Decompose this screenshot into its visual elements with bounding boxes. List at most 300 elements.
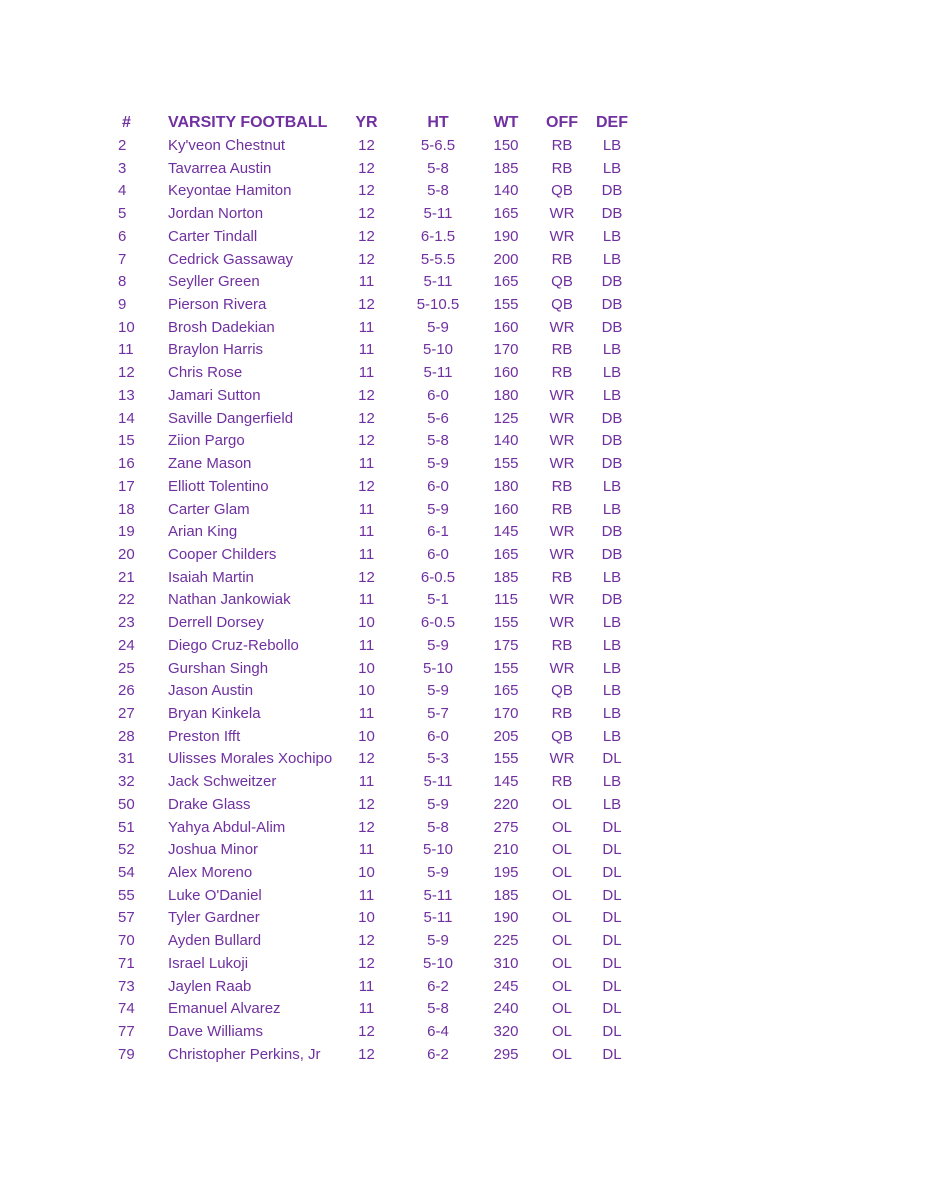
player-weight: 225 — [493, 932, 519, 950]
player-year: 10 — [358, 727, 375, 745]
player-number: 12 — [118, 364, 135, 382]
player-height: 6-2 — [427, 977, 449, 995]
player-height: 5-9 — [427, 864, 449, 881]
player-weight: 320 — [493, 1023, 519, 1041]
player-defense: LB — [602, 250, 622, 268]
player-weight: 125 — [493, 409, 519, 427]
table-row — [110, 158, 629, 181]
player-height: 6-0.5 — [420, 568, 456, 586]
table-row — [110, 317, 629, 340]
table-row — [110, 589, 629, 612]
table-row — [110, 226, 629, 249]
player-weight: 155 — [493, 296, 519, 314]
player-height: 6-2 — [427, 1045, 449, 1063]
player-number: 6 — [118, 227, 127, 245]
player-number: 24 — [118, 636, 135, 654]
player-year: 11 — [358, 636, 375, 654]
table-row — [110, 544, 629, 567]
player-year: 11 — [358, 523, 375, 541]
player-defense: DL — [602, 841, 622, 859]
player-weight: 295 — [493, 1045, 519, 1063]
player-weight: 140 — [493, 432, 519, 450]
player-year: 11 — [358, 455, 375, 473]
player-defense: DL — [602, 909, 622, 927]
table-row — [110, 748, 629, 771]
table-row — [110, 726, 629, 749]
player-number: 79 — [118, 1045, 135, 1063]
player-offense: OL — [551, 841, 572, 859]
table-row — [110, 612, 629, 635]
player-defense: DB — [601, 318, 623, 336]
player-year: 12 — [358, 386, 375, 404]
player-number: 31 — [118, 750, 135, 768]
player-height: 6-0 — [427, 727, 449, 745]
table-row — [110, 953, 629, 976]
header-number: # — [122, 114, 131, 131]
player-defense: LB — [602, 614, 622, 632]
player-number: 52 — [118, 841, 135, 859]
player-height: 6-1 — [427, 523, 449, 541]
player-height: 5-1 — [427, 591, 449, 609]
player-name: Jamari Sutton — [168, 386, 261, 404]
player-height: 5-9 — [427, 795, 449, 813]
player-year: 11 — [358, 500, 375, 518]
player-defense: DB — [601, 591, 623, 609]
player-weight: 275 — [493, 818, 519, 836]
player-number: 73 — [118, 977, 135, 995]
player-weight: 155 — [493, 455, 519, 473]
player-height: 5-10 — [422, 954, 454, 972]
roster-table — [110, 111, 629, 1066]
player-weight: 210 — [493, 841, 519, 859]
player-defense: LB — [602, 159, 622, 177]
player-number: 70 — [118, 932, 135, 950]
player-height: 5-10.5 — [416, 296, 460, 314]
player-offense: RB — [551, 773, 573, 791]
player-offense: WR — [549, 432, 575, 450]
player-defense: LB — [602, 682, 622, 700]
player-defense: LB — [602, 773, 622, 791]
player-year: 12 — [358, 159, 375, 177]
table-row — [110, 680, 629, 703]
player-offense: RB — [551, 704, 573, 722]
player-height: 5-11 — [423, 273, 453, 291]
player-defense: DL — [602, 954, 622, 972]
table-row — [110, 453, 629, 476]
player-height: 5-7 — [427, 704, 449, 722]
player-offense: OL — [551, 954, 572, 972]
player-year: 11 — [358, 318, 375, 336]
player-height: 5-9 — [427, 932, 449, 950]
player-year: 11 — [358, 364, 375, 382]
player-number: 77 — [118, 1023, 135, 1041]
player-defense: DL — [602, 932, 622, 950]
table-row — [110, 658, 629, 681]
table-row — [110, 907, 629, 930]
player-number: 74 — [118, 1000, 135, 1018]
header-offense: OFF — [546, 114, 578, 131]
player-name: Cooper Childers — [168, 545, 277, 563]
player-weight: 310 — [493, 954, 519, 972]
player-year: 11 — [358, 886, 375, 904]
player-defense: LB — [602, 137, 622, 154]
player-year: 11 — [358, 591, 375, 609]
player-height: 5-9 — [427, 455, 449, 473]
player-year: 12 — [358, 137, 375, 154]
player-name: Keyontae Hamiton — [168, 182, 292, 200]
player-weight: 165 — [493, 682, 519, 700]
player-weight: 160 — [493, 500, 519, 518]
player-height: 6-0 — [427, 545, 449, 563]
player-defense: DB — [601, 296, 623, 314]
player-offense: OL — [551, 932, 572, 950]
player-weight: 145 — [493, 773, 519, 791]
player-number: 18 — [118, 500, 135, 518]
player-defense: LB — [602, 227, 622, 245]
player-name: Saville Dangerfield — [168, 409, 294, 427]
player-height: 6-0.5 — [420, 614, 456, 632]
player-year: 12 — [358, 1023, 375, 1041]
player-year: 10 — [358, 864, 375, 881]
player-year: 11 — [358, 545, 375, 563]
player-weight: 240 — [493, 1000, 519, 1018]
table-row — [110, 771, 629, 794]
player-height: 5-10 — [422, 841, 454, 859]
player-offense: WR — [549, 659, 575, 677]
table-row — [110, 998, 629, 1021]
player-offense: WR — [549, 455, 575, 473]
player-year: 11 — [358, 1000, 375, 1018]
player-offense: WR — [549, 750, 575, 768]
player-name: Alex Moreno — [168, 864, 253, 881]
player-defense: DL — [602, 886, 622, 904]
player-name: Brosh Dadekian — [168, 318, 275, 336]
player-year: 12 — [358, 795, 375, 813]
player-year: 12 — [358, 568, 375, 586]
player-defense: DB — [601, 432, 623, 450]
player-weight: 165 — [493, 545, 519, 563]
player-number: 32 — [118, 773, 135, 791]
player-offense: RB — [551, 137, 573, 154]
player-number: 4 — [118, 182, 127, 200]
player-offense: OL — [551, 977, 572, 995]
player-name: Braylon Harris — [168, 341, 264, 359]
player-name: Pierson Rivera — [168, 296, 267, 314]
player-height: 5-8 — [427, 159, 449, 177]
player-number: 27 — [118, 704, 135, 722]
table-row — [110, 930, 629, 953]
player-height: 5-9 — [427, 318, 449, 336]
header-height: HT — [427, 114, 449, 131]
player-weight: 155 — [493, 614, 519, 632]
player-weight: 205 — [493, 727, 519, 745]
table-row — [110, 794, 629, 817]
player-offense: QB — [551, 273, 573, 291]
player-name: Israel Lukoji — [168, 954, 249, 972]
player-number: 54 — [118, 864, 135, 881]
player-name: Drake Glass — [168, 795, 251, 813]
player-weight: 190 — [493, 227, 519, 245]
player-number: 13 — [118, 386, 135, 404]
player-year: 12 — [358, 432, 375, 450]
player-height: 6-0 — [427, 386, 449, 404]
player-name: Isaiah Martin — [168, 568, 254, 586]
table-row — [110, 567, 629, 590]
player-defense: DB — [601, 545, 623, 563]
player-offense: QB — [551, 727, 573, 745]
player-defense: DB — [601, 409, 623, 427]
player-offense: QB — [551, 296, 573, 314]
player-name: Dave Williams — [168, 1023, 264, 1041]
player-number: 55 — [118, 886, 135, 904]
player-number: 17 — [118, 477, 135, 495]
table-row — [110, 476, 629, 499]
player-name: Ziion Pargo — [168, 432, 245, 450]
player-height: 5-5.5 — [420, 250, 456, 268]
player-height: 5-11 — [423, 205, 453, 223]
player-weight: 180 — [493, 386, 519, 404]
player-weight: 170 — [493, 704, 519, 722]
table-row — [110, 408, 629, 431]
player-name: Jack Schweitzer — [168, 773, 277, 791]
table-row — [110, 499, 629, 522]
player-offense: RB — [551, 364, 573, 382]
player-offense: WR — [549, 227, 575, 245]
player-year: 11 — [358, 704, 375, 722]
player-name: Zane Mason — [168, 455, 252, 473]
player-height: 5-11 — [423, 364, 453, 382]
header-name: VARSITY FOOTBALL — [168, 114, 328, 131]
player-defense: DL — [602, 1045, 622, 1063]
player-number: 21 — [118, 568, 135, 586]
player-height: 5-8 — [427, 432, 449, 450]
player-offense: OL — [551, 864, 572, 881]
player-name: Diego Cruz-Rebollo — [168, 636, 299, 654]
player-height: 5-10 — [422, 341, 454, 359]
player-number: 15 — [118, 432, 135, 450]
table-row — [110, 976, 629, 999]
player-name: Arian King — [168, 523, 238, 541]
player-name: Cedrick Gassaway — [168, 250, 294, 268]
player-number: 23 — [118, 614, 135, 632]
player-defense: LB — [602, 386, 622, 404]
player-year: 12 — [358, 250, 375, 268]
player-offense: WR — [549, 205, 575, 223]
player-number: 28 — [118, 727, 135, 745]
player-number: 9 — [118, 296, 127, 314]
table-row — [110, 635, 629, 658]
table-row — [110, 703, 629, 726]
table-row — [110, 385, 629, 408]
player-offense: WR — [549, 545, 575, 563]
player-defense: DL — [602, 818, 622, 836]
player-height: 5-9 — [427, 636, 449, 654]
player-offense: RB — [551, 568, 573, 586]
player-name: Yahya Abdul-Alim — [168, 818, 286, 836]
player-name: Carter Tindall — [168, 227, 258, 245]
player-weight: 220 — [493, 795, 519, 813]
player-height: 5-11 — [423, 909, 453, 927]
player-offense: RB — [551, 636, 573, 654]
player-number: 3 — [118, 159, 127, 177]
player-number: 19 — [118, 523, 135, 541]
player-number: 5 — [118, 205, 127, 223]
player-defense: DB — [601, 523, 623, 541]
player-defense: DB — [601, 273, 623, 291]
player-weight: 160 — [493, 318, 519, 336]
player-offense: RB — [551, 250, 573, 268]
player-defense: DB — [601, 455, 623, 473]
player-offense: OL — [551, 1023, 572, 1041]
player-year: 12 — [358, 954, 375, 972]
player-name: Chris Rose — [168, 364, 243, 382]
table-row — [110, 339, 629, 362]
player-year: 12 — [358, 750, 375, 768]
player-number: 10 — [118, 318, 135, 336]
player-defense: LB — [602, 704, 622, 722]
player-defense: LB — [602, 636, 622, 654]
player-weight: 165 — [493, 205, 519, 223]
player-weight: 145 — [493, 523, 519, 541]
player-year: 11 — [358, 977, 375, 995]
player-number: 16 — [118, 455, 135, 473]
table-row — [110, 135, 629, 158]
player-weight: 185 — [493, 568, 519, 586]
player-number: 14 — [118, 409, 135, 427]
table-row — [110, 839, 629, 862]
table-row — [110, 430, 629, 453]
player-year: 12 — [358, 1045, 375, 1063]
player-defense: DB — [601, 182, 623, 200]
player-height: 5-8 — [427, 1000, 449, 1018]
player-weight: 140 — [493, 182, 519, 200]
player-offense: RB — [551, 341, 573, 359]
table-row — [110, 294, 629, 317]
player-name: Luke O'Daniel — [168, 886, 262, 904]
player-defense: DL — [602, 864, 622, 881]
player-offense: RB — [551, 477, 573, 495]
player-weight: 185 — [493, 159, 519, 177]
player-offense: WR — [549, 318, 575, 336]
table-row — [110, 271, 629, 294]
player-year: 10 — [358, 659, 375, 677]
player-height: 5-6 — [427, 409, 449, 427]
player-name: Emanuel Alvarez — [168, 1000, 281, 1018]
player-number: 26 — [118, 682, 135, 700]
player-number: 2 — [118, 137, 127, 154]
player-number: 57 — [118, 909, 135, 927]
player-number: 8 — [118, 273, 127, 291]
player-height: 5-6.5 — [420, 137, 456, 154]
player-year: 11 — [358, 773, 375, 791]
player-defense: LB — [602, 500, 622, 518]
player-year: 12 — [358, 182, 375, 200]
player-name: Gurshan Singh — [168, 659, 269, 677]
table-row — [110, 862, 629, 885]
player-defense: LB — [602, 795, 622, 813]
roster-body — [110, 135, 629, 1066]
player-year: 11 — [358, 841, 375, 859]
player-offense: OL — [551, 818, 572, 836]
player-offense: RB — [551, 500, 573, 518]
player-year: 12 — [358, 818, 375, 836]
player-defense: DL — [602, 1000, 622, 1018]
player-year: 12 — [358, 932, 375, 950]
roster-header — [110, 111, 629, 135]
player-year: 12 — [358, 296, 375, 314]
player-offense: OL — [551, 886, 572, 904]
player-offense: WR — [549, 409, 575, 427]
player-name: Jason Austin — [168, 682, 254, 700]
player-weight: 175 — [493, 636, 519, 654]
player-offense: OL — [551, 909, 572, 927]
player-weight: 170 — [493, 341, 519, 359]
player-weight: 165 — [493, 273, 519, 291]
player-defense: LB — [602, 341, 622, 359]
player-defense: DB — [601, 205, 623, 223]
player-height: 5-9 — [427, 500, 449, 518]
player-name: Tyler Gardner — [168, 909, 260, 927]
player-offense: QB — [551, 682, 573, 700]
player-year: 12 — [358, 477, 375, 495]
player-name: Jordan Norton — [168, 205, 264, 223]
table-row — [110, 1044, 629, 1067]
player-number: 7 — [118, 250, 127, 268]
player-weight: 200 — [493, 250, 519, 268]
player-height: 5-11 — [423, 886, 453, 904]
player-name: Jaylen Raab — [168, 977, 252, 995]
player-year: 12 — [358, 205, 375, 223]
player-name: Christopher Perkins, Jr — [168, 1045, 321, 1063]
player-name: Preston Ifft — [168, 727, 241, 745]
player-offense: WR — [549, 523, 575, 541]
player-number: 25 — [118, 659, 135, 677]
player-height: 5-8 — [427, 182, 449, 200]
player-weight: 185 — [493, 886, 519, 904]
player-weight: 150 — [493, 137, 519, 154]
table-row — [110, 885, 629, 908]
player-height: 5-10 — [422, 659, 454, 677]
player-offense: WR — [549, 591, 575, 609]
player-name: Seyller Green — [168, 273, 260, 291]
table-row — [110, 521, 629, 544]
header-row — [110, 111, 629, 135]
table-row — [110, 203, 629, 226]
table-row — [110, 180, 629, 203]
player-offense: RB — [551, 159, 573, 177]
player-offense: WR — [549, 386, 575, 404]
player-name: Bryan Kinkela — [168, 704, 261, 722]
player-weight: 195 — [493, 864, 519, 881]
player-year: 11 — [358, 273, 375, 291]
player-name: Ulisses Morales Xochipo — [168, 750, 333, 768]
player-height: 5-3 — [427, 750, 449, 768]
player-number: 11 — [118, 341, 134, 359]
player-defense: LB — [602, 727, 622, 745]
player-weight: 155 — [493, 659, 519, 677]
header-defense: DEF — [596, 114, 628, 131]
player-name: Carter Glam — [168, 500, 250, 518]
player-name: Derrell Dorsey — [168, 614, 264, 632]
player-name: Joshua Minor — [168, 841, 259, 859]
player-offense: OL — [551, 1000, 572, 1018]
player-defense: DL — [602, 750, 622, 768]
table-row — [110, 362, 629, 385]
player-weight: 245 — [493, 977, 519, 995]
player-number: 20 — [118, 545, 135, 563]
player-year: 11 — [358, 341, 375, 359]
table-row — [110, 249, 629, 272]
